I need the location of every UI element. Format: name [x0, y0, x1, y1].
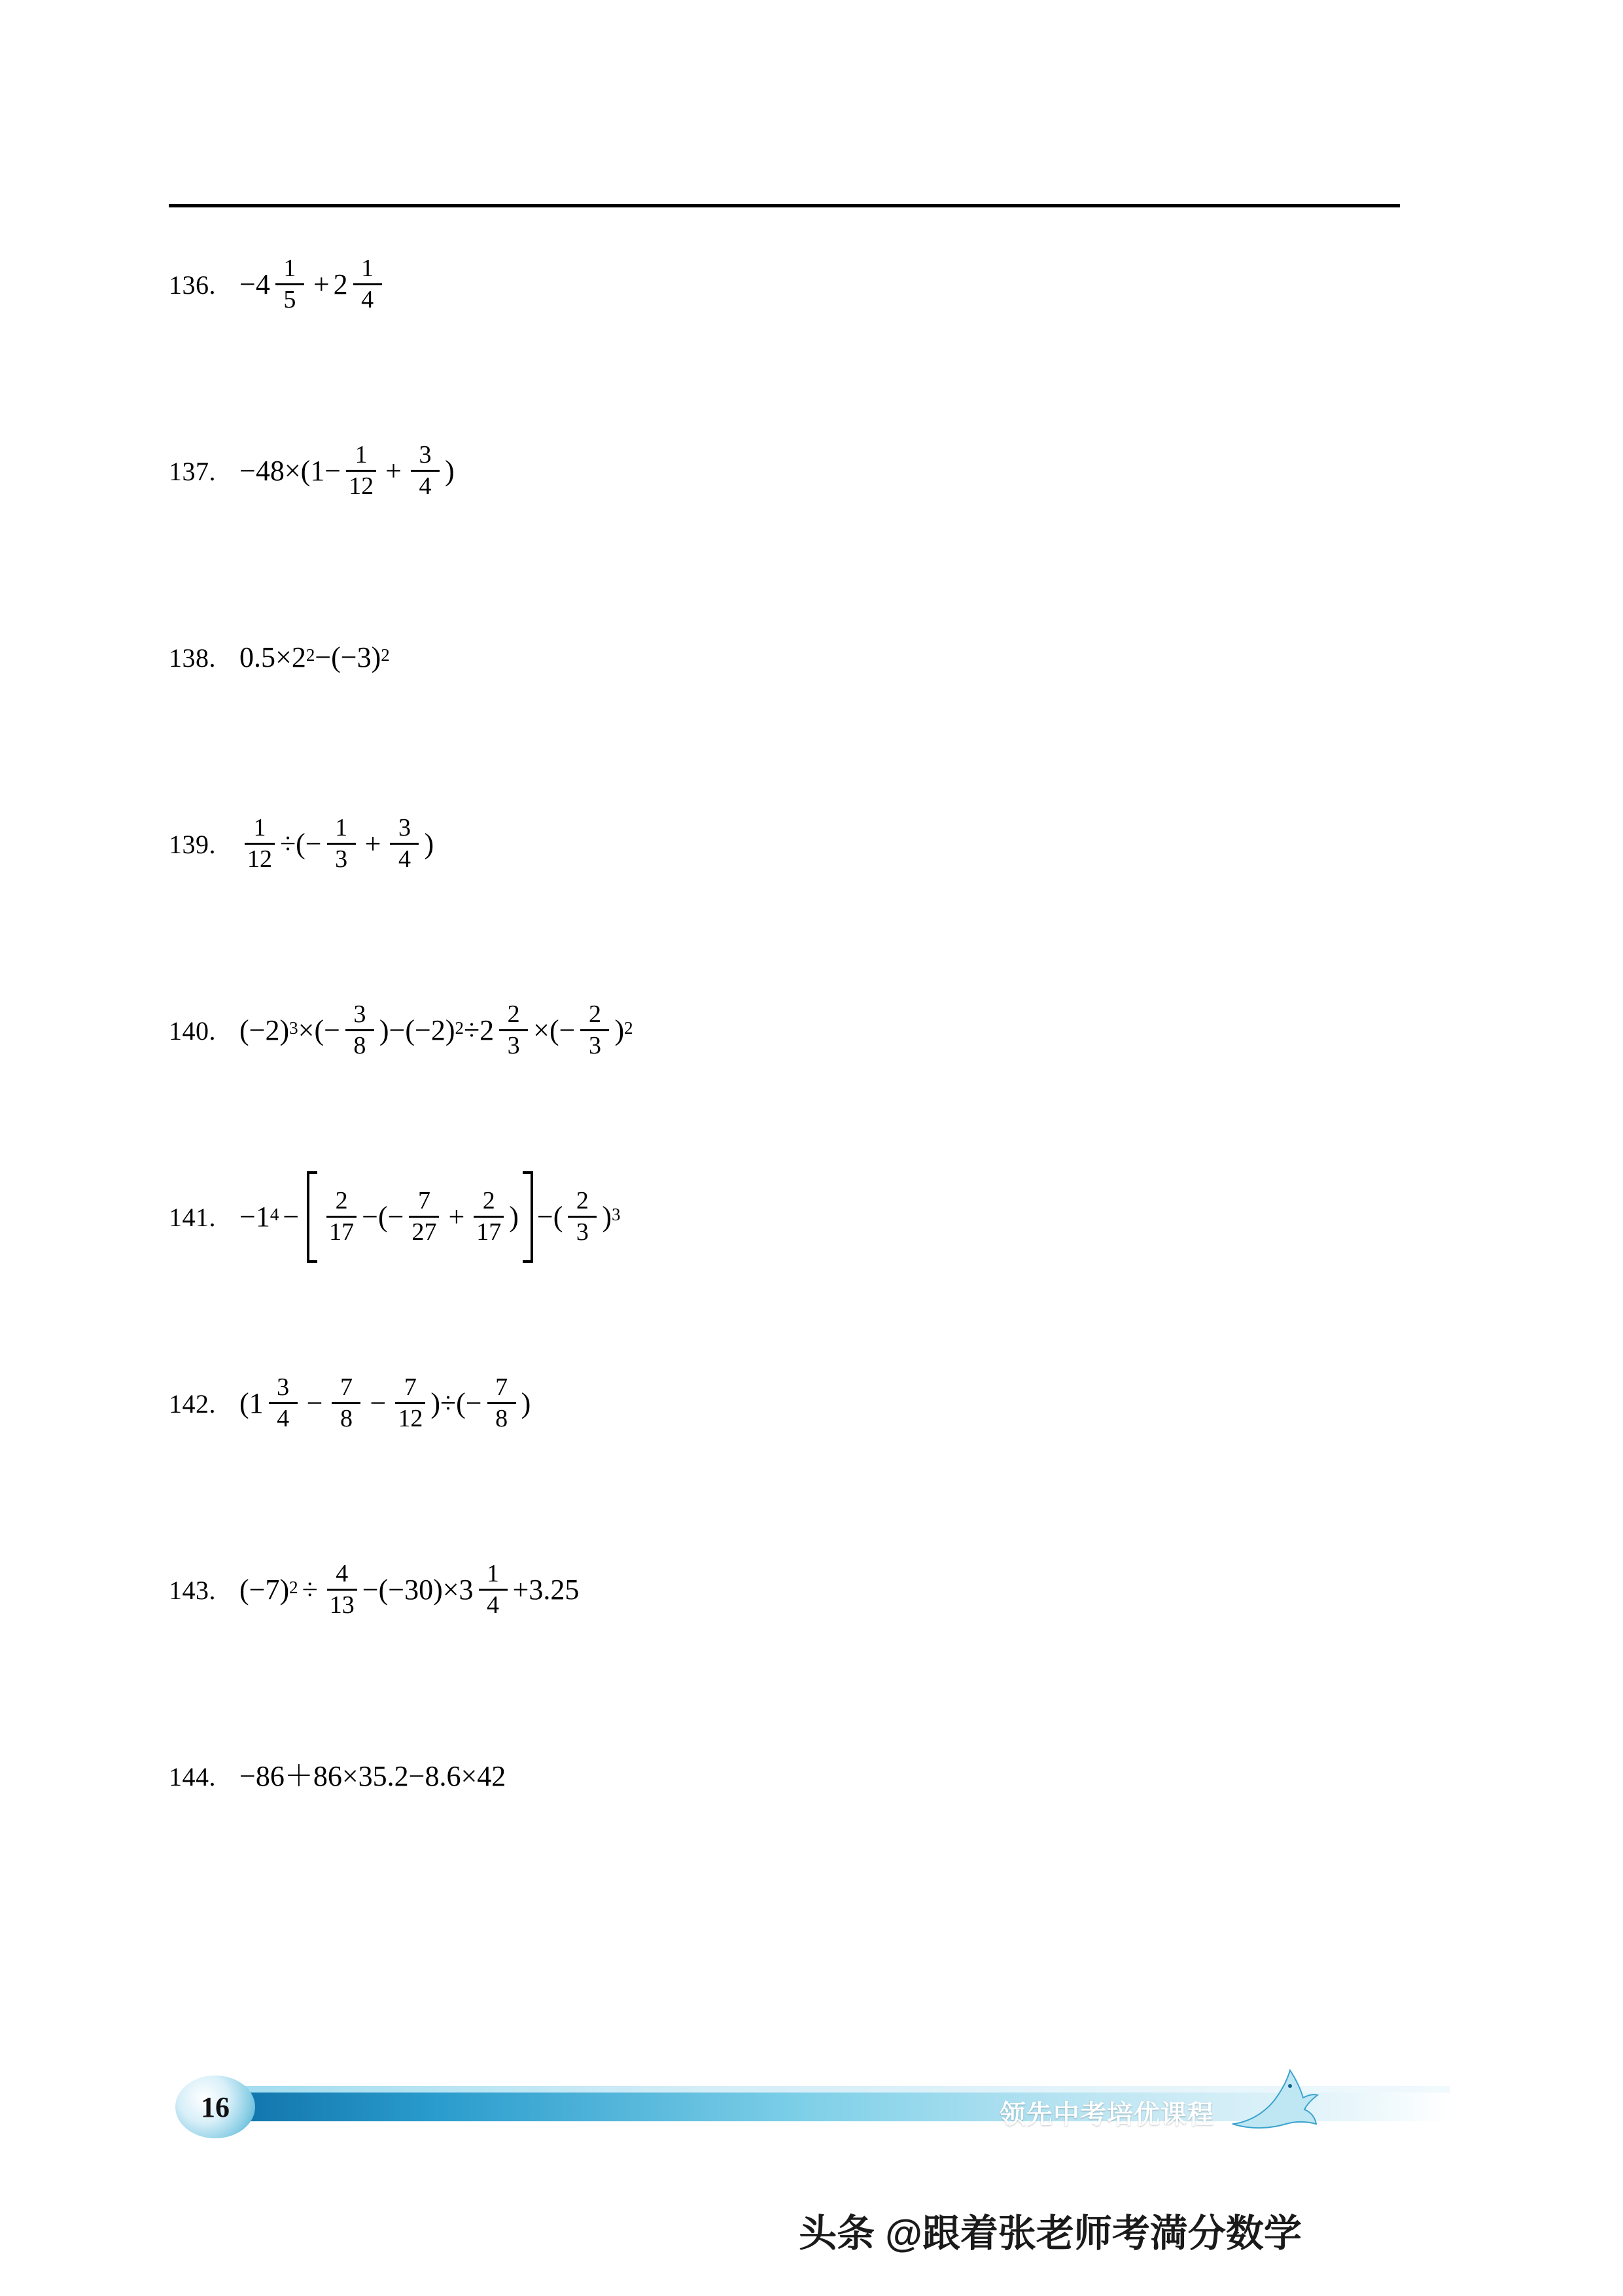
- fraction-bar: [332, 1402, 360, 1404]
- denominator: 17: [476, 1218, 502, 1246]
- expr-token: −1: [239, 1201, 270, 1233]
- expr-token: +3.25: [512, 1574, 580, 1606]
- expr-token: ): [614, 1014, 625, 1046]
- watermark-text: 头条 @跟着张老师考満分数学: [799, 2212, 1302, 2255]
- expr-token: ): [602, 1201, 612, 1233]
- fraction-bar: [326, 1216, 357, 1218]
- problem-expression: [239, 813, 434, 873]
- denominator: 3: [507, 1031, 520, 1059]
- fraction: [390, 815, 419, 872]
- expr-token: 0.5×2: [239, 641, 306, 673]
- fraction: [499, 1002, 528, 1059]
- fraction-bar: [568, 1216, 597, 1218]
- denominator: 3: [576, 1218, 589, 1246]
- footer-banner: [175, 2075, 1450, 2138]
- denominator: 4: [398, 845, 411, 873]
- fraction-bar: [275, 283, 304, 285]
- numerator: 7: [340, 1373, 353, 1401]
- fraction: [487, 1375, 516, 1432]
- fraction: [269, 1375, 298, 1432]
- denominator: 12: [349, 472, 374, 500]
- expr-token: −: [283, 1201, 300, 1233]
- denominator: 4: [419, 472, 432, 500]
- expr-token: ): [444, 455, 455, 487]
- problem-list: [169, 222, 1451, 1901]
- denominator: 12: [247, 845, 272, 873]
- problem-number: 139.: [169, 829, 216, 859]
- numerator: 2: [588, 1000, 601, 1028]
- numerator: 7: [417, 1186, 430, 1214]
- problem-item: [169, 968, 1451, 1093]
- expr-token: ×(−: [533, 1014, 576, 1046]
- numerator: 7: [495, 1373, 508, 1401]
- fraction-bar: [245, 843, 275, 845]
- expr-token: ): [509, 1201, 519, 1233]
- banner-label: 领先中考培优课程: [1000, 2100, 1214, 2129]
- problem-item: [169, 595, 1451, 720]
- numerator: 1: [283, 254, 296, 282]
- problem-item: [169, 222, 1451, 347]
- fraction: [345, 1002, 374, 1059]
- expr-token: )÷(−: [430, 1387, 482, 1419]
- fraction: [332, 1375, 360, 1432]
- expr-token: ): [521, 1387, 531, 1419]
- fraction-bar: [345, 1029, 374, 1031]
- fraction: [411, 442, 440, 499]
- problem-expression: 0.5×2 $^2$ −(−3) $^2$: [239, 641, 390, 673]
- expr-token: ÷2: [464, 1014, 495, 1046]
- fraction-bar: [395, 1402, 425, 1404]
- expr-token: −(−3): [315, 641, 381, 673]
- problem-expression: [239, 1762, 506, 1791]
- fraction-bar: [411, 470, 440, 472]
- numerator: 2: [482, 1186, 495, 1214]
- numerator: 2: [507, 1000, 520, 1028]
- problem-number: 141.: [169, 1202, 216, 1232]
- denominator: 4: [277, 1404, 290, 1432]
- numerator: 1: [335, 813, 348, 841]
- problem-item: [169, 782, 1451, 906]
- problem-number: 138.: [169, 643, 216, 673]
- denominator: 27: [411, 1218, 437, 1246]
- problem-number: 142.: [169, 1388, 216, 1419]
- watermark: [0, 2202, 1623, 2257]
- problem-number: 137.: [169, 456, 216, 486]
- fraction-bar: [499, 1029, 528, 1031]
- fraction: [580, 1002, 609, 1059]
- expr-token: −: [370, 1387, 387, 1419]
- expr-token: (−7): [239, 1574, 290, 1606]
- numerator: 4: [336, 1559, 349, 1587]
- problem-number: 136.: [169, 270, 216, 300]
- numerator: 2: [335, 1186, 348, 1214]
- expr-token: ): [424, 828, 434, 860]
- denominator: 13: [329, 1591, 355, 1619]
- fraction: [245, 815, 275, 872]
- numerator: 1: [361, 254, 374, 282]
- fraction-bar: [269, 1402, 298, 1404]
- denominator: 3: [335, 845, 348, 873]
- fraction-bar: [580, 1029, 609, 1031]
- denominator: 8: [495, 1404, 508, 1432]
- denominator: 4: [361, 285, 374, 313]
- fraction-bar: [353, 283, 382, 285]
- fraction: [479, 1561, 508, 1618]
- expr-token: )−(−2): [379, 1014, 455, 1046]
- numerator: 2: [576, 1186, 589, 1214]
- expr-token: +: [364, 828, 381, 860]
- problem-expression: (−7) $^2$ ÷ $\frac{4}{13}$ −(−30)×3 $\frac{1}{4}$ +3.25: [239, 1559, 580, 1619]
- fraction: [327, 815, 356, 872]
- denominator: 8: [340, 1404, 353, 1432]
- expr-token: +: [448, 1201, 465, 1233]
- bracket-right: [523, 1171, 533, 1263]
- numerator: 1: [253, 813, 266, 841]
- fraction-bar: [327, 843, 356, 845]
- expr-token: −4: [239, 268, 270, 300]
- fraction: [568, 1188, 597, 1245]
- problem-expression: [239, 440, 455, 500]
- fraction-bar: [390, 843, 419, 845]
- fraction-bar: [479, 1589, 508, 1591]
- numerator: 3: [353, 1000, 366, 1028]
- denominator: 3: [588, 1031, 601, 1059]
- fraction: [395, 1375, 425, 1432]
- fraction: [409, 1188, 439, 1245]
- dolphin-icon: [1227, 2066, 1319, 2138]
- numerator: 1: [487, 1559, 500, 1587]
- fraction-bar: [346, 470, 376, 472]
- problem-item: [169, 1714, 1451, 1839]
- problem-item: [169, 1528, 1451, 1652]
- expr-token: (1: [239, 1387, 264, 1419]
- fraction: [353, 256, 382, 313]
- fraction: [326, 1188, 357, 1245]
- problem-number: 144.: [169, 1761, 216, 1792]
- expr-token: −: [306, 1387, 323, 1419]
- problem-item: [169, 409, 1451, 533]
- fraction: [474, 1188, 504, 1245]
- problem-number: 140.: [169, 1016, 216, 1046]
- fraction: [275, 256, 304, 313]
- expr-token: 2: [333, 268, 348, 300]
- expr-token: −86＋86×35.2−8.6×42: [239, 1760, 506, 1792]
- expr-token: −(−: [362, 1201, 404, 1233]
- denominator: 17: [329, 1218, 355, 1246]
- problem-number: 143.: [169, 1575, 216, 1605]
- numerator: 7: [404, 1373, 417, 1401]
- expr-token: −(: [536, 1201, 563, 1233]
- fraction-bar: [409, 1216, 439, 1218]
- denominator: 5: [283, 285, 296, 313]
- numerator: 3: [277, 1373, 290, 1401]
- denominator: 12: [398, 1404, 423, 1432]
- expr-token: +: [313, 268, 330, 300]
- numerator: 3: [398, 813, 411, 841]
- fraction-bar: [327, 1589, 357, 1591]
- fraction: [327, 1561, 357, 1618]
- expr-token: ÷: [302, 1574, 318, 1606]
- expr-token: ÷(−: [280, 828, 322, 860]
- fraction: [346, 442, 376, 499]
- header-rule: [169, 204, 1400, 207]
- expr-token: ×(−: [298, 1014, 340, 1046]
- problem-expression: −1 $^4$ − $\frac{2}{17}$ −(− $\frac{7}{27}$ + $\frac{2}{17}$ ) −( $\frac{2}{3}$ ) $^3$: [239, 1171, 621, 1263]
- problem-item: [169, 1341, 1451, 1466]
- bracket-left: [307, 1171, 317, 1263]
- problem-item: [169, 1155, 1451, 1279]
- problem-expression: [239, 1375, 531, 1432]
- numerator: 1: [355, 440, 368, 468]
- fraction-bar: [474, 1216, 504, 1218]
- denominator: 4: [487, 1591, 500, 1619]
- page-number-badge: [175, 2075, 255, 2138]
- problem-expression: (−2) $^3$ ×(− $\frac{3}{8}$ )−(−2) $^2$ ÷2 $\frac{2}{3}$ ×(− $\frac{2}{3}$ ) $^2$: [239, 1000, 633, 1059]
- expr-token: −(−30)×3: [362, 1574, 474, 1606]
- expr-token: +: [385, 455, 402, 487]
- expr-token: −48×(1−: [239, 455, 341, 487]
- page-number: 16: [201, 2091, 230, 2123]
- expr-token: (−2): [239, 1014, 290, 1046]
- denominator: 8: [353, 1031, 366, 1059]
- fraction-bar: [487, 1402, 516, 1404]
- problem-expression: [239, 256, 387, 313]
- numerator: 3: [419, 440, 432, 468]
